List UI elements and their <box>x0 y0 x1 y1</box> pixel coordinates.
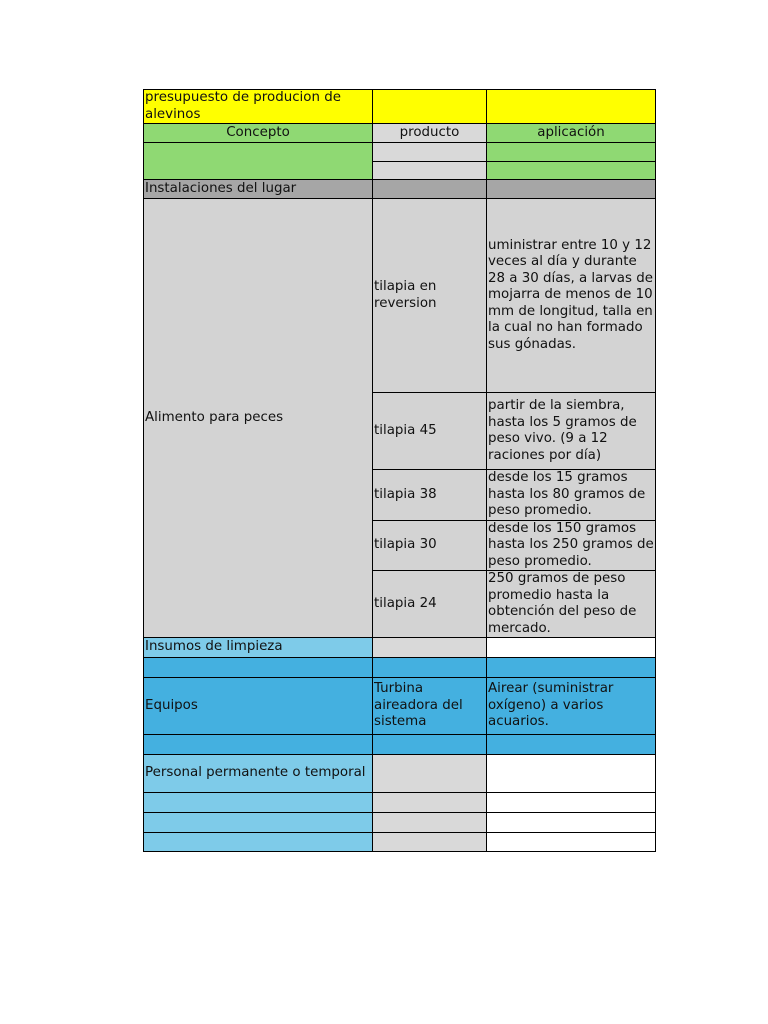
aplicacion-tilapia-45[interactable]: partir de la siembra, hasta los 5 gramos de peso vivo. (9 a 12 raciones por día) <box>487 393 656 470</box>
aplicacion-tilapia-38[interactable]: desde los 15 gramos hasta los 80 gramos de peso promedio. <box>487 470 656 521</box>
empty-cell[interactable] <box>487 638 656 658</box>
producto-turbina[interactable]: Turbina aireadora del sistema <box>373 678 487 735</box>
producto-tilapia-45[interactable]: tilapia 45 <box>373 393 487 470</box>
empty-cell[interactable] <box>373 143 487 162</box>
empty-cell[interactable] <box>373 180 487 199</box>
empty-cell[interactable] <box>487 793 656 813</box>
empty-cell[interactable] <box>144 658 373 678</box>
empty-cell[interactable] <box>373 793 487 813</box>
aplicacion-tilapia-30[interactable]: desde los 150 gramos hasta los 250 gramos de peso promedio. <box>488 520 654 569</box>
empty-cell[interactable] <box>487 180 656 199</box>
header-aplicacion[interactable]: aplicación <box>487 124 656 143</box>
concepto-instalaciones[interactable]: Instalaciones del lugar <box>144 180 373 199</box>
title-cell[interactable]: presupuesto de producion de alevinos <box>144 90 373 124</box>
empty-cell[interactable] <box>144 813 373 833</box>
title-cell-3[interactable] <box>487 90 656 124</box>
header-producto[interactable]: producto <box>373 124 487 143</box>
empty-cell[interactable] <box>487 833 656 852</box>
title-cell-2[interactable] <box>373 90 487 124</box>
empty-cell[interactable] <box>373 162 487 180</box>
aplicacion-tilapia-reversion[interactable]: uministrar entre 10 y 12 veces al día y durante 28 a 30 días, a larvas de mojarra de menos de 10 mm de longitud, talla en la cual no han formado sus gónadas. <box>487 199 656 393</box>
empty-cell[interactable] <box>487 658 656 678</box>
empty-cell[interactable] <box>144 833 373 852</box>
empty-cell[interactable] <box>373 813 487 833</box>
empty-concepto-cell[interactable] <box>144 143 373 180</box>
concepto-alimento[interactable]: Alimento para peces <box>144 199 373 638</box>
empty-cell[interactable] <box>487 162 656 180</box>
empty-cell[interactable] <box>487 755 656 793</box>
empty-cell[interactable] <box>144 793 373 813</box>
aplicacion-tilapia-24[interactable]: 250 gramos de peso promedio hasta la obtención del peso de mercado. <box>487 571 656 638</box>
header-concepto[interactable]: Concepto <box>144 124 373 143</box>
empty-cell[interactable] <box>373 638 487 658</box>
producto-tilapia-reversion[interactable]: tilapia en reversion <box>373 199 487 393</box>
empty-cell[interactable] <box>487 735 656 755</box>
concepto-insumos[interactable]: Insumos de limpieza <box>144 638 373 658</box>
empty-cell[interactable] <box>373 658 487 678</box>
aplicacion-turbina[interactable]: Airear (suministrar oxígeno) a varios acuarios. <box>487 678 656 735</box>
empty-cell[interactable] <box>487 813 656 833</box>
producto-tilapia-24[interactable]: tilapia 24 <box>373 571 487 638</box>
producto-tilapia-30[interactable]: tilapia 30 <box>373 520 487 571</box>
concepto-equipos[interactable]: Equipos <box>144 678 373 735</box>
budget-table <box>143 89 656 852</box>
producto-tilapia-38[interactable]: tilapia 38 <box>373 470 487 521</box>
empty-cell[interactable] <box>373 833 487 852</box>
empty-cell[interactable] <box>487 143 656 162</box>
empty-cell[interactable] <box>144 735 373 755</box>
empty-cell[interactable] <box>373 735 487 755</box>
concepto-personal[interactable]: Personal permanente o temporal <box>144 755 373 793</box>
empty-cell[interactable] <box>373 755 487 793</box>
